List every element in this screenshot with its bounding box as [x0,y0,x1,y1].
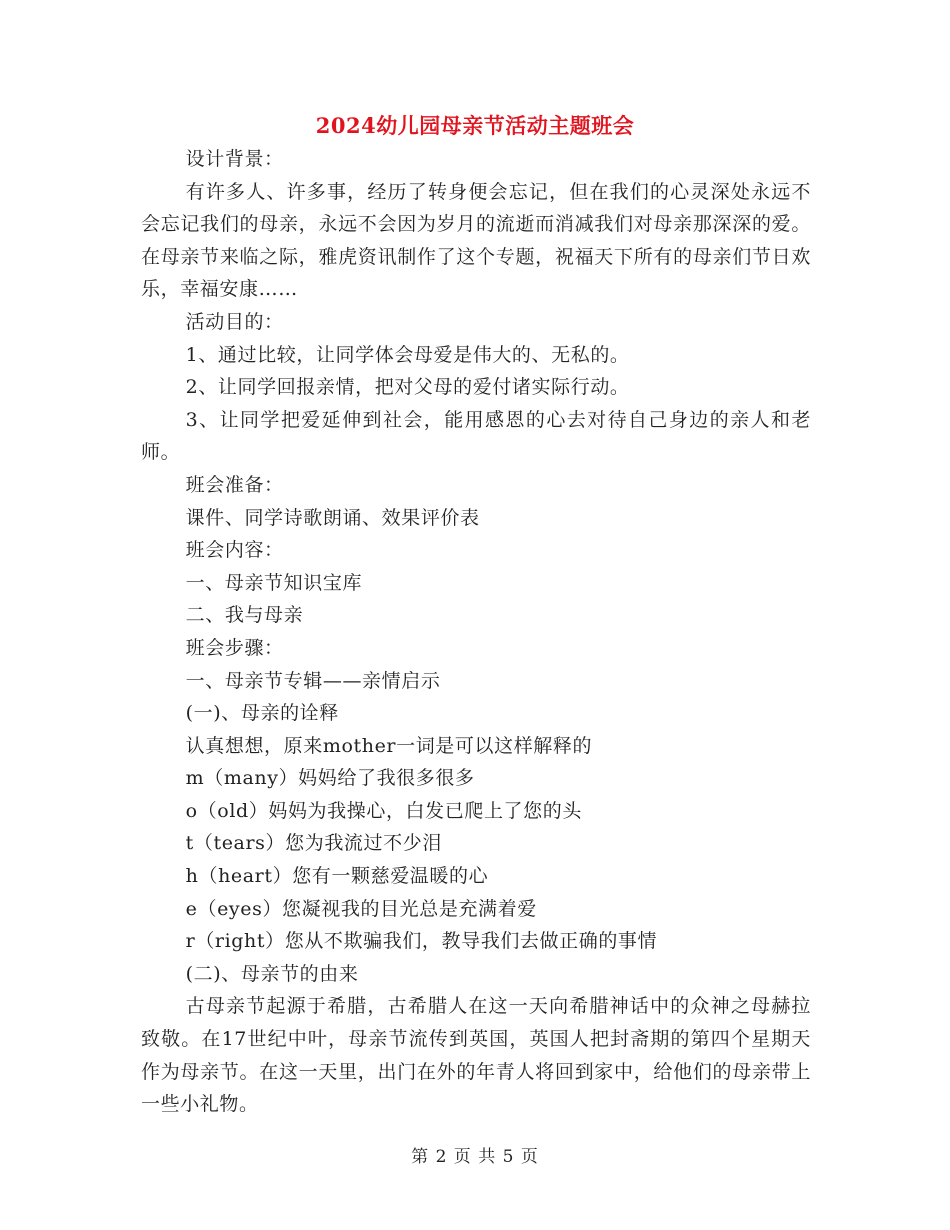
page-footer: 第 2 页 共 5 页 [411,1147,539,1167]
paragraph-mother-intro: 认真想想，原来mother一词是可以这样解释的 [185,734,593,757]
document-body [141,143,811,1121]
paragraph-step-1: 一、母亲节专辑——亲情启示 [185,669,441,692]
paragraph-preparation: 课件、同学诗歌朗诵、效果评价表 [185,506,480,529]
paragraph-section-2: (二)、母亲节的由来 [185,962,359,985]
paragraph-design-background: 有许多人、许多事，经历了转身便会忘记，但在我们的心灵深处永远不会忘记我们的母亲，永远不会因为岁月的流逝而消减我们对母亲那深深的爱。在母亲节来临之际，雅虎资讯制作了这个专题，祝福天下所有的母亲们节日欢乐，幸福安康…… [141,180,811,301]
paragraph-content-1: 一、母亲节知识宝库 [185,571,363,594]
paragraph-mother-e: e（eyes）您凝视我的目光总是充满着爱 [185,897,537,920]
paragraph-goal-1: 1、通过比较，让同学体会母爱是伟大的、无私的。 [185,343,630,366]
paragraph-steps-heading: 班会步骤： [185,636,284,659]
paragraph-goal-2: 2、让同学回报亲情，把对父母的爱付诸实际行动。 [185,376,630,399]
document-title: 2024幼儿园母亲节活动主题班会 [315,113,635,138]
paragraph-mother-h: h（heart）您有一颗慈爱温暖的心 [185,865,489,888]
paragraph-origin: 古母亲节起源于希腊，古希腊人在这一天向希腊神话中的众神之母赫拉致敬。在17世纪中叶，母亲节流传到英国，英国人把封斋期的第四个星期天作为母亲节。在这一天里，出门在外的年青人将回到家中，给他们的母亲带上一些小礼物。 [141,995,811,1116]
paragraph-mother-o: o（old）妈妈为我操心，白发已爬上了您的头 [185,799,582,822]
paragraph-goal-3: 3、让同学把爱延伸到社会，能用感恩的心去对待自己身边的亲人和老师。 [141,408,811,464]
paragraph-mother-r: r（right）您从不欺骗我们，教导我们去做正确的事情 [185,930,658,953]
paragraph-section-1: (一)、母亲的诠释 [185,702,339,725]
paragraph-mother-m: m（many）妈妈给了我很多很多 [185,767,475,790]
paragraph-content-heading: 班会内容： [185,539,284,562]
paragraph-design-background-heading: 设计背景： [185,148,284,170]
paragraph-mother-t: t（tears）您为我流过不少泪 [185,832,442,855]
paragraph-content-2: 二、我与母亲 [185,604,304,627]
paragraph-activity-goals-heading: 活动目的： [185,310,284,333]
paragraph-preparation-heading: 班会准备： [185,473,284,496]
